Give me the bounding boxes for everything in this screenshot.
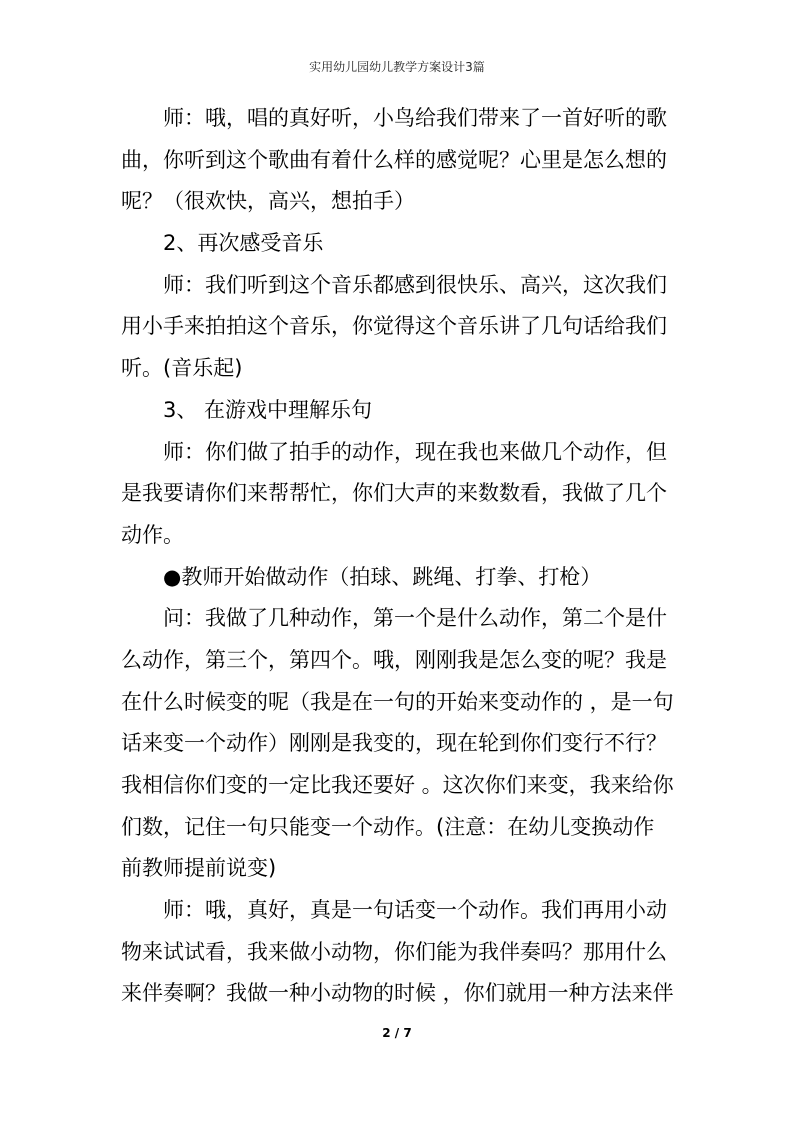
bullet-item: ●教师开始做动作（拍球、跳绳、打拳、打枪） [163, 564, 602, 589]
paragraph-line: 在什么时候变的呢（我是在一句的开始来变动作的 ，是一句 [121, 689, 674, 714]
paragraph-line: 来伴奏啊？我做一种小动物的时候 ，你们就用一种方法来伴 [121, 981, 674, 1006]
paragraph-line: 物来试试看，我来做小动物，你们能为我伴奏吗？那用什么 [121, 939, 667, 964]
page-header: 实用幼儿园幼儿教学方案设计3篇 [309, 60, 485, 74]
paragraph-line: 师：我们听到这个音乐都感到很快乐、高兴，这次我们 [163, 272, 667, 297]
paragraph-line: 动作。 [121, 522, 184, 547]
page-number: 2 / 7 [382, 1026, 412, 1040]
paragraph-line: 们数，记住一句只能变一个动作。(注意：在幼儿变换动作 [121, 814, 655, 839]
paragraph-line: 用小手来拍拍这个音乐，你觉得这个音乐讲了几句话给我们 [121, 314, 667, 339]
paragraph-line: 曲，你听到这个歌曲有着什么样的感觉呢？心里是怎么想的 [121, 147, 667, 172]
paragraph-line: 听。(音乐起) [121, 356, 243, 381]
paragraph-line: 么动作，第三个，第四个。哦，刚刚我是怎么变的呢？我是 [121, 647, 667, 672]
paragraph-line: 话来变一个动作）刚刚是我变的，现在轮到你们变行不行？ [121, 731, 667, 756]
paragraph-line: 前教师提前说变) [121, 856, 277, 881]
paragraph-line: 师：你们做了拍手的动作，现在我也来做几个动作，但 [163, 439, 667, 464]
paragraph-line: 问：我做了几种动作，第一个是什么动作，第二个是什 [163, 606, 667, 631]
paragraph-line: 呢？（很欢快，高兴，想拍手） [121, 189, 415, 214]
document-body [121, 98, 681, 1015]
paragraph-line: 师：哦，唱的真好听，小鸟给我们带来了一首好听的歌 [163, 106, 667, 130]
paragraph-line: 师：哦，真好，真是一句话变一个动作。我们再用小动 [163, 898, 667, 923]
section-heading: 3、 在游戏中理解乐句 [163, 397, 373, 422]
section-heading: 2、再次感受音乐 [163, 231, 324, 256]
paragraph-line: 是我要请你们来帮帮忙，你们大声的来数数看，我做了几个 [121, 481, 667, 506]
paragraph-line: 我相信你们变的一定比我还要好 。这次你们来变，我来给你 [121, 773, 674, 797]
